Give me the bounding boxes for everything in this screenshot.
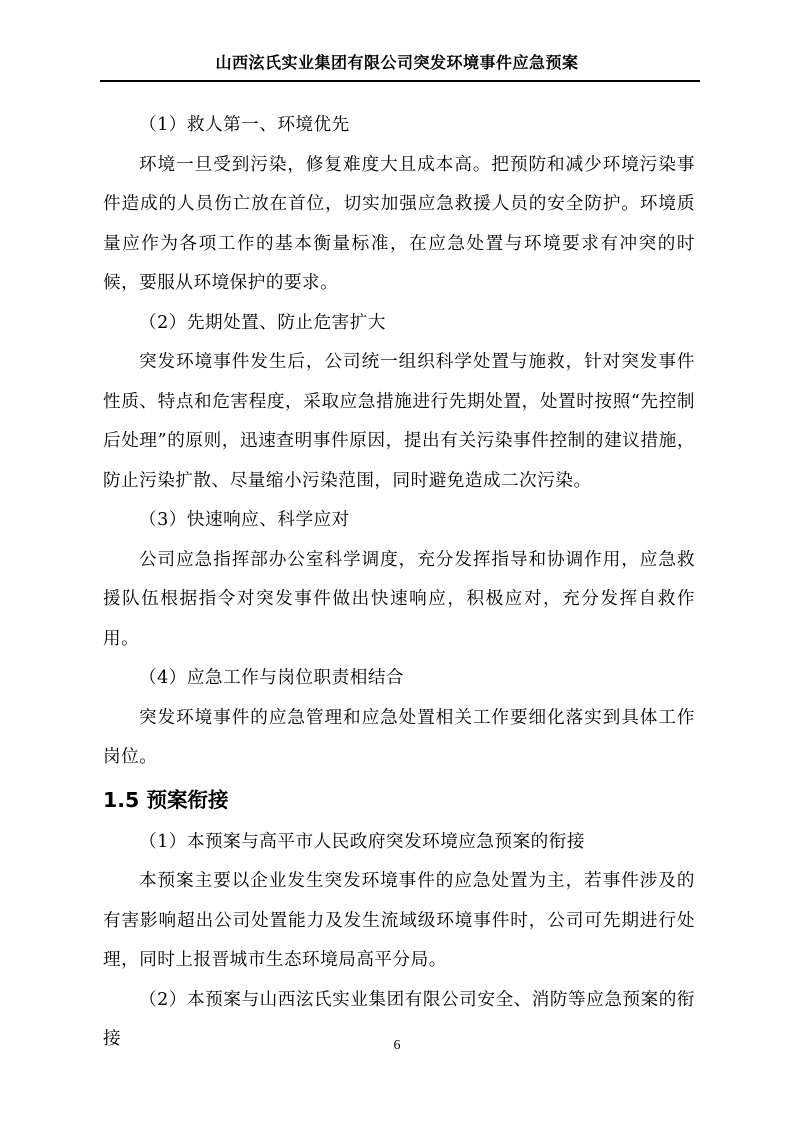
principle-3-text: 公司应急指挥部办公室科学调度，充分发挥指导和协调作用，应急救援队伍根据指令对突发事件做出快速响应，积极应对，充分发挥自救作用。 bbox=[103, 549, 695, 649]
page-number: 6 bbox=[393, 1038, 401, 1053]
section-heading-1-5: 1.5 预案衔接 bbox=[103, 787, 229, 812]
linkage-1-text: 本预案主要以企业发生突发环境事件的应急处置为主，若事件涉及的有害影响超出公司处置能力及发生流域级环境事件时，公司可先期进行处理，同时上报晋城市生态环境局高平分局。 bbox=[103, 871, 695, 970]
principle-2-heading: （2）先期处置、防止危害扩大 bbox=[139, 312, 386, 333]
principle-4-heading: （4）应急工作与岗位职责相结合 bbox=[139, 668, 405, 688]
linkage-1-heading: （1）本预案与高平市人民政府突发环境应急预案的衔接 bbox=[139, 831, 585, 852]
linkage-2-heading: （2）本预案与山西泫氏实业集团有限公司安全、消防等应急预案的衔接 bbox=[103, 989, 695, 1049]
principle-1-heading: （1）救人第一、环境优先 bbox=[139, 115, 350, 135]
header-divider bbox=[100, 80, 700, 82]
principle-3-heading: （3）快速响应、科学应对 bbox=[139, 510, 350, 530]
document-body bbox=[103, 106, 695, 1060]
principle-4-text: 突发环境事件的应急管理和应急处置相关工作要细化落实到具体工作岗位。 bbox=[103, 707, 695, 767]
running-header: 山西泫氏实业集团有限公司突发环境事件应急预案 bbox=[215, 53, 579, 72]
principle-1-text: 环境一旦受到污染，修复难度大且成本高。把预防和减少环境污染事件造成的人员伤亡放在首位，切实加强应急救援人员的安全防护。环境质量应作为各项工作的基本衡量标准，在应急处置与环境要求有冲突的时候，要服从环境保护的要求。 bbox=[103, 154, 695, 293]
principle-2-text: 突发环境事件发生后，公司统一组织科学处置与施救，针对突发事件性质、特点和危害程度，采取应急措施进行先期处置，处置时按照“先控制后处理”的原则，迅速查明事件原因，提出有关污染事件控制的建议措施，防止污染扩散、尽量缩小污染范围，同时避免造成二次污染。 bbox=[103, 352, 695, 491]
